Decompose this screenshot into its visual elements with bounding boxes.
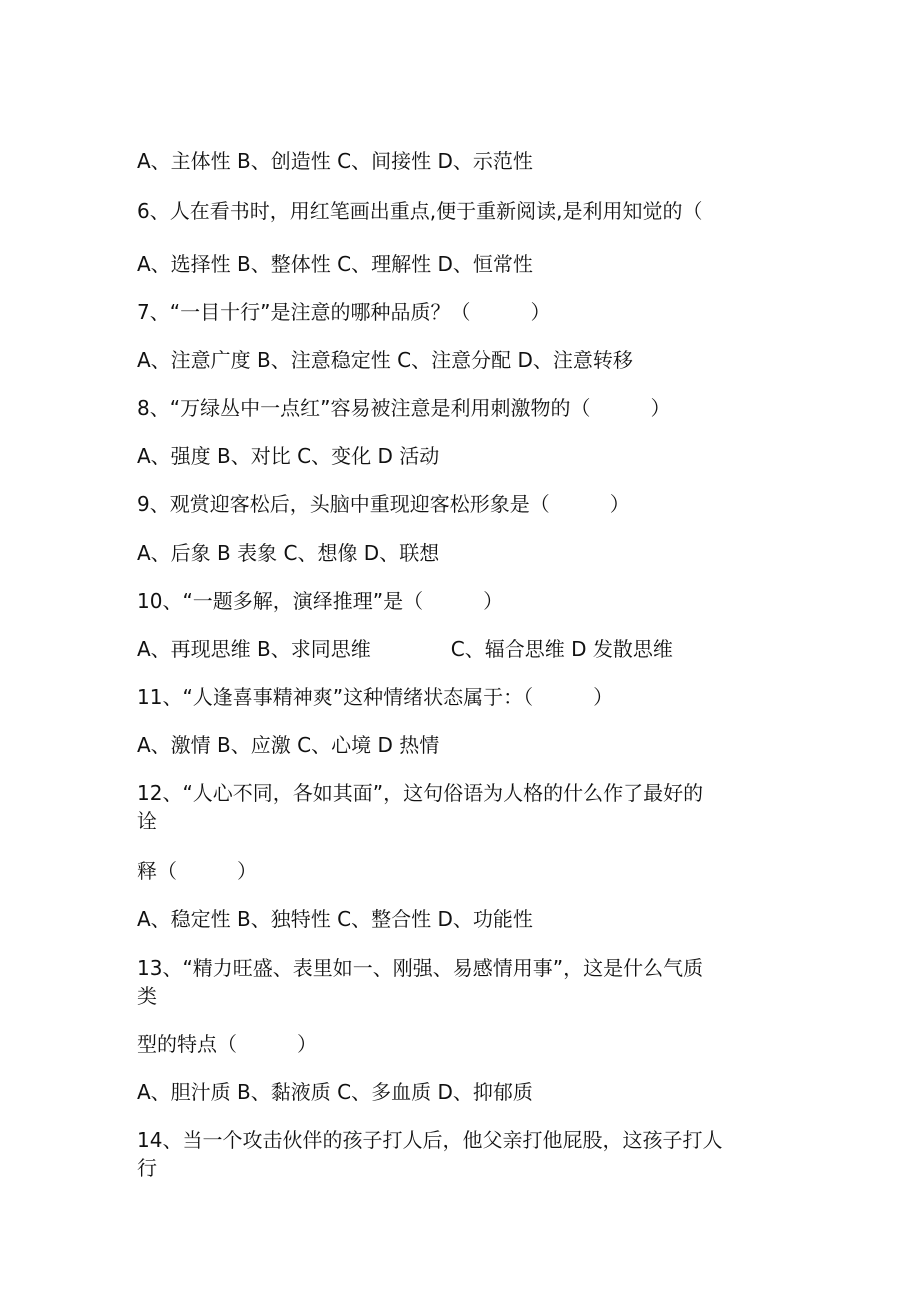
option-line: A、注意广度 B、注意稳定性 C、注意分配 D、注意转移 xyxy=(137,348,633,372)
question-line: 型的特点（ ） xyxy=(137,1032,317,1056)
option-line: A、主体性 B、创造性 C、间接性 D、示范性 xyxy=(137,149,533,173)
option-line: A、稳定性 B、独特性 C、整合性 D、功能性 xyxy=(137,907,533,931)
option-line: A、激情 B、应激 C、心境 D 热情 xyxy=(137,733,440,757)
question-line: 10、“一题多解，演绎推理”是（ ） xyxy=(137,589,504,613)
question-line: 8、“万绿丛中一点红”容易被注意是利用刺激物的（ ） xyxy=(137,396,671,420)
question-line-wrap: 类 xyxy=(137,984,157,1008)
question-line: 13、“精力旺盛、表里如一、刚强、易感情用事”，这是什么气质 xyxy=(137,956,704,980)
question-line: 11、“人逢喜事精神爽”这种情绪状态属于：（ ） xyxy=(137,685,614,709)
option-line: A、强度 B、对比 C、变化 D 活动 xyxy=(137,444,440,468)
question-line: 6、人在看书时，用红笔画出重点,便于重新阅读,是利用知觉的（ xyxy=(137,199,703,223)
option-line: A、胆汁质 B、黏液质 C、多血质 D、抑郁质 xyxy=(137,1080,533,1104)
question-line: 7、“一目十行”是注意的哪种品质？（ ） xyxy=(137,300,551,324)
question-line-wrap: 诠 xyxy=(137,809,157,833)
question-line: 释（ ） xyxy=(137,859,257,883)
question-line-wrap: 行 xyxy=(137,1156,157,1180)
question-line: 12、“人心不同，各如其面”，这句俗语为人格的什么作了最好的 xyxy=(137,781,704,805)
option-line: A、选择性 B、整体性 C、理解性 D、恒常性 xyxy=(137,252,533,276)
question-line: 14、当一个攻击伙伴的孩子打人后，他父亲打他屁股，这孩子打人 xyxy=(137,1128,723,1152)
question-line: 9、观赏迎客松后，头脑中重现迎客松形象是（ ） xyxy=(137,492,630,516)
option-line: A、后象 B 表象 C、想像 D、联想 xyxy=(137,541,440,565)
option-line: A、再现思维 B、求同思维 C、辐合思维 D 发散思维 xyxy=(137,637,673,661)
